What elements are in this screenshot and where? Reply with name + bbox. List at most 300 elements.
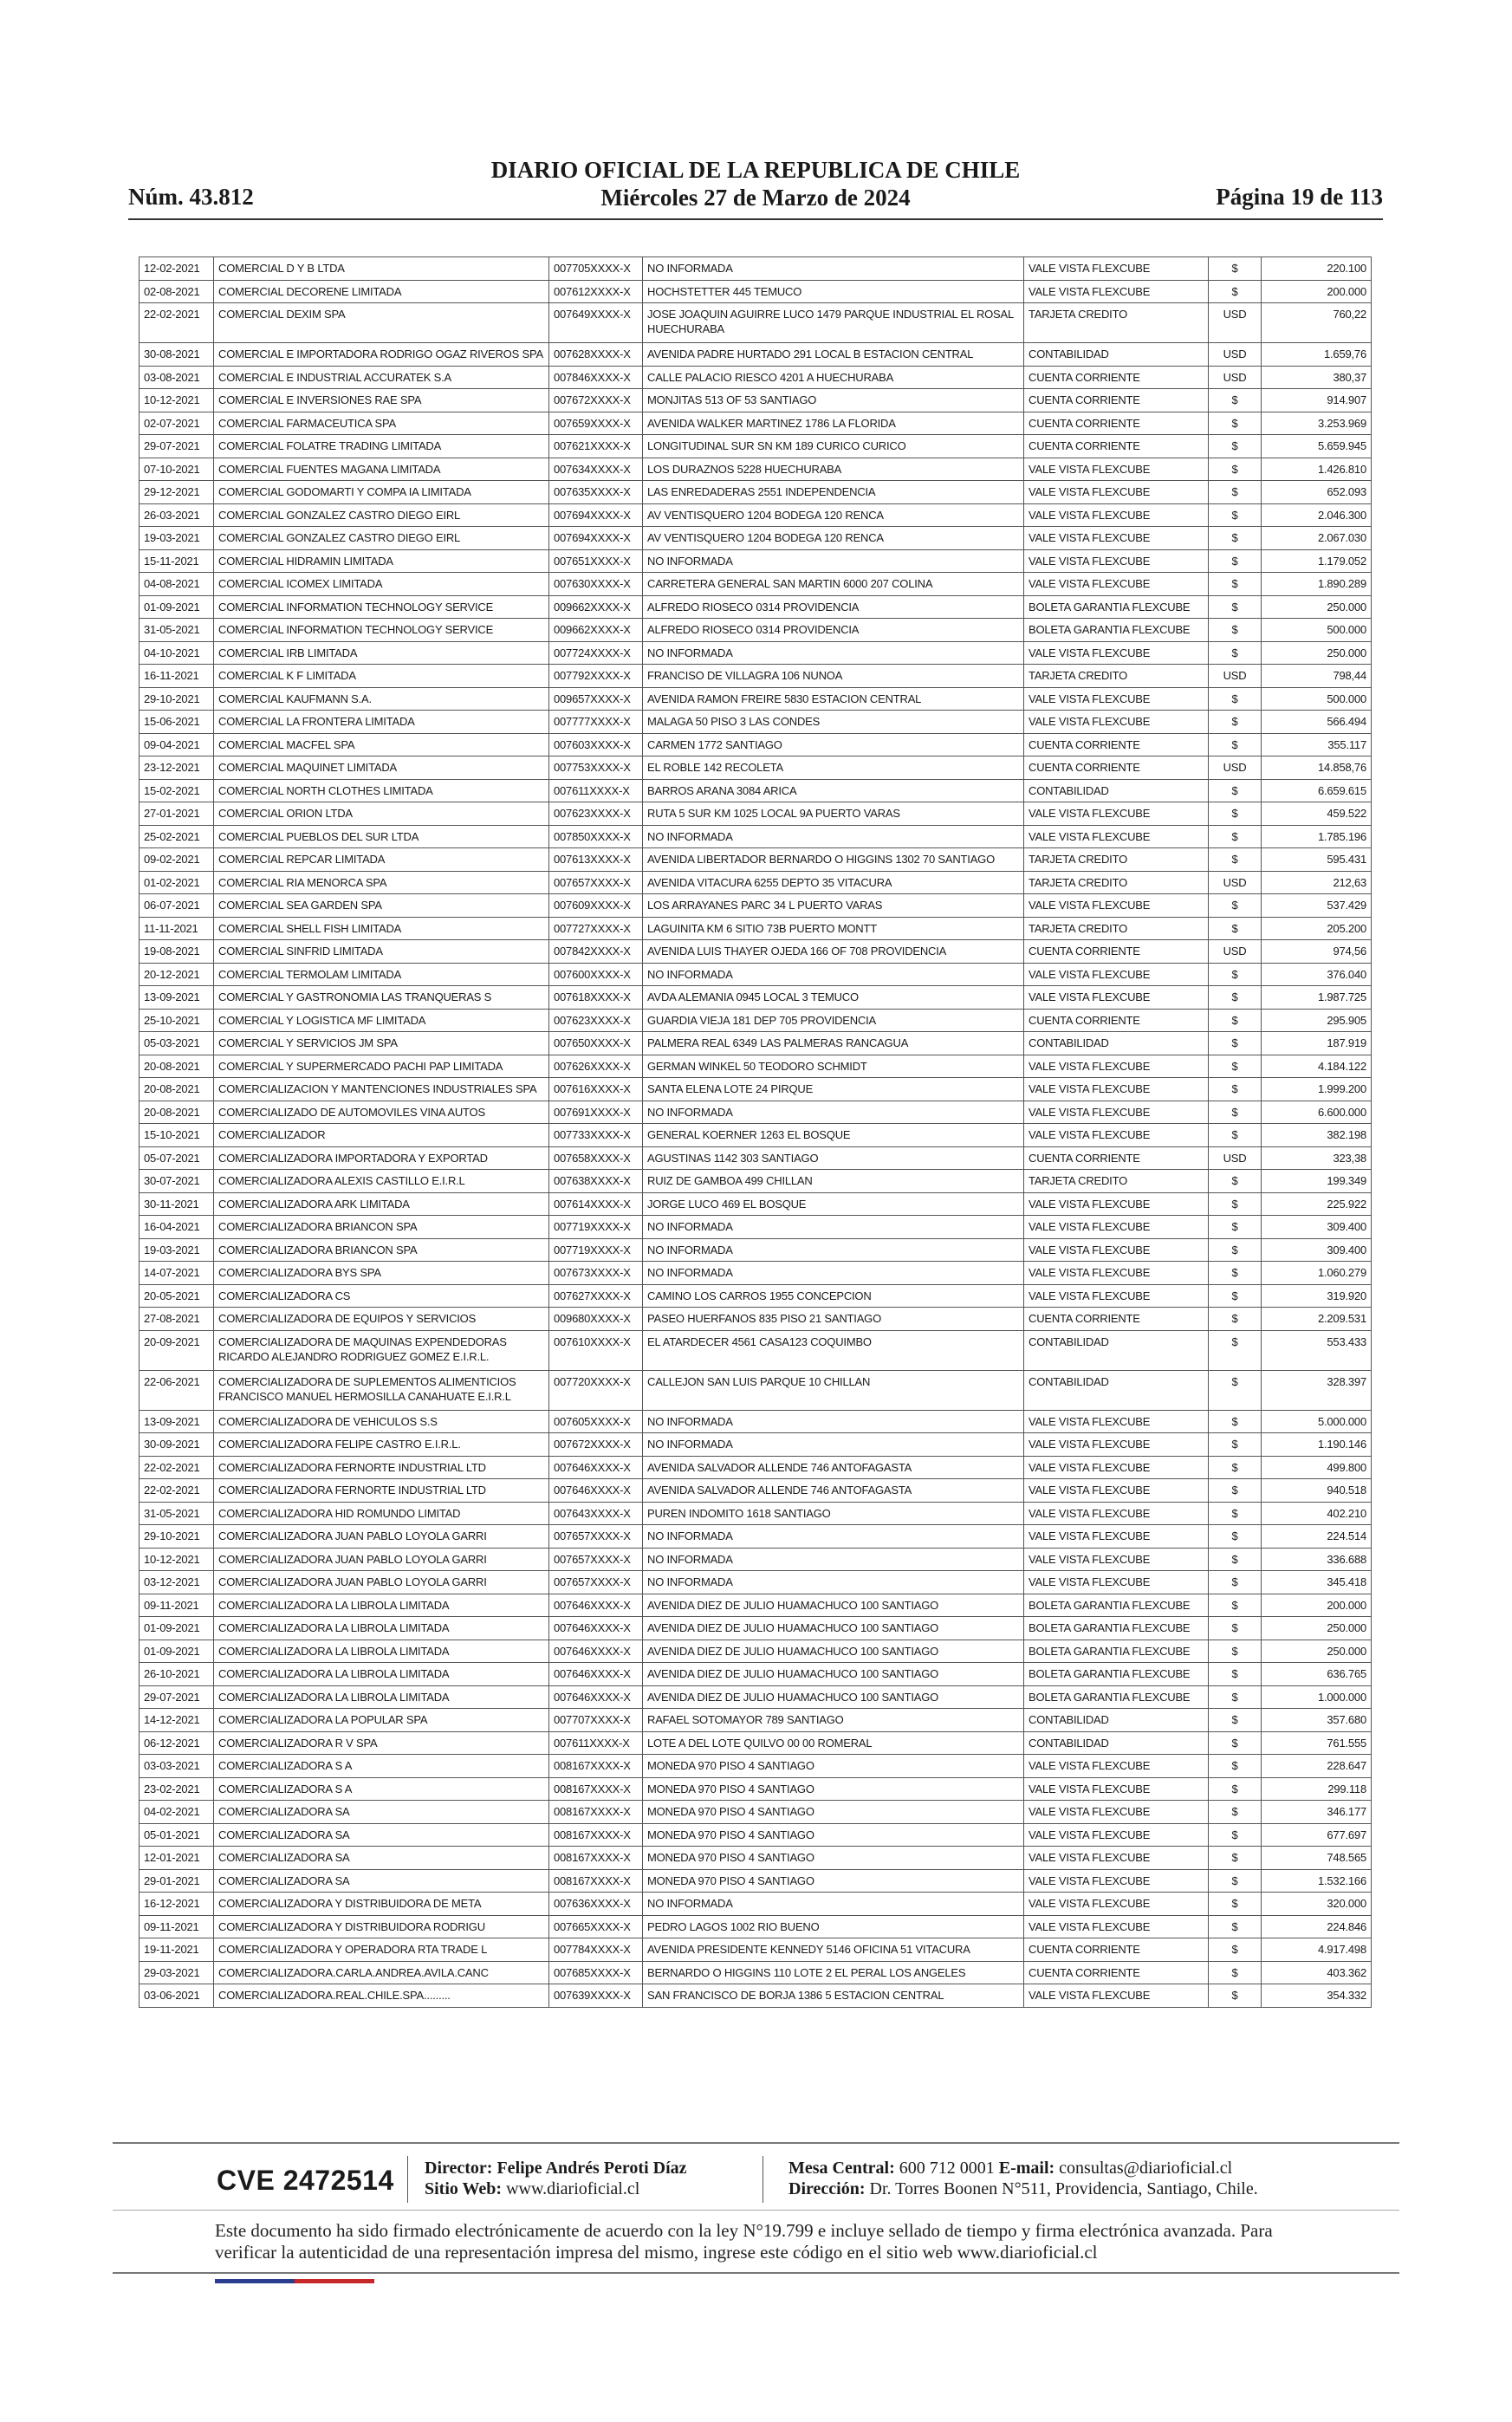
cell-amount: 5.000.000 — [1262, 1410, 1372, 1433]
cell-currency: $ — [1209, 1124, 1262, 1147]
cell-date: 20-12-2021 — [140, 963, 214, 986]
cell-amount: 2.209.531 — [1262, 1308, 1372, 1331]
cell-currency: $ — [1209, 1777, 1262, 1801]
cell-address: AVENIDA LIBERTADOR BERNARDO O HIGGINS 1302 70 SANTIAGO — [643, 848, 1024, 872]
cell-instrument: CONTABILIDAD — [1024, 1709, 1209, 1732]
cell-currency: $ — [1209, 1525, 1262, 1549]
cell-address: SANTA ELENA LOTE 24 PIRQUE — [643, 1078, 1024, 1101]
cell-name: COMERCIAL HIDRAMIN LIMITADA — [214, 549, 549, 573]
cell-currency: $ — [1209, 1101, 1262, 1124]
table-row — [140, 963, 1372, 986]
cell-name: COMERCIAL Y SERVICIOS JM SPA — [214, 1032, 549, 1055]
cell-instrument: BOLETA GARANTIA FLEXCUBE — [1024, 595, 1209, 619]
table-row — [140, 1915, 1372, 1938]
cell-name: COMERCIAL IRB LIMITADA — [214, 641, 549, 665]
cell-name: COMERCIAL Y LOGISTICA MF LIMITADA — [214, 1009, 549, 1032]
table-row — [140, 1170, 1372, 1193]
table-row — [140, 1216, 1372, 1239]
cell-rut: 007719XXXX-X — [549, 1238, 643, 1262]
cell-name: COMERCIALIZADORA DE SUPLEMENTOS ALIMENTICIOS FRANCISCO MANUEL HERMOSILLA CANAHUATE E.I.R.L — [214, 1370, 549, 1410]
table-row — [140, 1502, 1372, 1525]
cell-rut: 007612XXXX-X — [549, 280, 643, 303]
table-row — [140, 665, 1372, 688]
cell-amount: 200.000 — [1262, 1594, 1372, 1617]
cell-rut: 008167XXXX-X — [549, 1777, 643, 1801]
cell-currency: $ — [1209, 687, 1262, 711]
cell-date: 22-02-2021 — [140, 1479, 214, 1503]
cell-amount: 595.431 — [1262, 848, 1372, 872]
cell-address: EL ROBLE 142 RECOLETA — [643, 756, 1024, 780]
cell-currency: $ — [1209, 280, 1262, 303]
cell-address: PUREN INDOMITO 1618 SANTIAGO — [643, 1502, 1024, 1525]
cell-instrument: CUENTA CORRIENTE — [1024, 435, 1209, 458]
cell-address: CALLEJON SAN LUIS PARQUE 10 CHILLAN — [643, 1370, 1024, 1410]
cell-amount: 14.858,76 — [1262, 756, 1372, 780]
cell-address: AVENIDA VITACURA 6255 DEPTO 35 VITACURA — [643, 871, 1024, 894]
cell-instrument: TARJETA CREDITO — [1024, 871, 1209, 894]
cell-name: COMERCIAL E IMPORTADORA RODRIGO OGAZ RIVEROS SPA — [214, 343, 549, 367]
cell-currency: $ — [1209, 1433, 1262, 1457]
cell-rut: 007639XXXX-X — [549, 1984, 643, 2008]
cell-rut: 007657XXXX-X — [549, 1525, 643, 1549]
cell-address: LAGUINITA KM 6 SITIO 73B PUERTO MONTT — [643, 917, 1024, 940]
mesa-label: Mesa Central: — [788, 2159, 895, 2178]
cell-name: COMERCIAL NORTH CLOTHES LIMITADA — [214, 779, 549, 802]
cell-name: COMERCIALIZACION Y MANTENCIONES INDUSTRIALES SPA — [214, 1078, 549, 1101]
table-row — [140, 527, 1372, 550]
cell-date: 29-10-2021 — [140, 687, 214, 711]
cell-address: MONEDA 970 PISO 4 SANTIAGO — [643, 1801, 1024, 1824]
cell-address: RAFAEL SOTOMAYOR 789 SANTIAGO — [643, 1709, 1024, 1732]
cell-currency: $ — [1209, 1238, 1262, 1262]
cell-instrument: CUENTA CORRIENTE — [1024, 412, 1209, 435]
cell-rut: 007842XXXX-X — [549, 940, 643, 964]
cell-name: COMERCIAL SEA GARDEN SPA — [214, 894, 549, 918]
cell-address: AVDA ALEMANIA 0945 LOCAL 3 TEMUCO — [643, 986, 1024, 1010]
cell-currency: USD — [1209, 366, 1262, 389]
cell-rut: 007784XXXX-X — [549, 1938, 643, 1962]
web-link[interactable]: www.diarioficial.cl — [506, 2179, 640, 2198]
cell-rut: 007792XXXX-X — [549, 665, 643, 688]
cell-instrument: BOLETA GARANTIA FLEXCUBE — [1024, 619, 1209, 642]
table-row — [140, 1571, 1372, 1594]
cell-name: COMERCIALIZADORA ARK LIMITADA — [214, 1192, 549, 1216]
footer-divider-2 — [762, 2156, 763, 2203]
table-row — [140, 1663, 1372, 1686]
cell-date: 31-05-2021 — [140, 619, 214, 642]
cell-instrument: CUENTA CORRIENTE — [1024, 1938, 1209, 1962]
cell-date: 09-02-2021 — [140, 848, 214, 872]
cell-amount: 760,22 — [1262, 303, 1372, 343]
table-row — [140, 1078, 1372, 1101]
cell-name: COMERCIALIZADORA S A — [214, 1777, 549, 1801]
table-row — [140, 481, 1372, 504]
cell-amount: 6.659.615 — [1262, 779, 1372, 802]
cell-rut: 007627XXXX-X — [549, 1284, 643, 1308]
cell-name: COMERCIALIZADO DE AUTOMOVILES VINA AUTOS — [214, 1101, 549, 1124]
cell-rut: 007657XXXX-X — [549, 871, 643, 894]
table-row — [140, 871, 1372, 894]
cell-date: 25-02-2021 — [140, 825, 214, 848]
cell-rut: 007646XXXX-X — [549, 1663, 643, 1686]
cell-currency: $ — [1209, 1192, 1262, 1216]
table-row — [140, 1869, 1372, 1893]
cell-currency: $ — [1209, 1502, 1262, 1525]
cell-currency: $ — [1209, 257, 1262, 281]
cell-rut: 007705XXXX-X — [549, 257, 643, 281]
cell-amount: 748.565 — [1262, 1847, 1372, 1870]
cell-date: 09-11-2021 — [140, 1594, 214, 1617]
cell-rut: 007638XXXX-X — [549, 1170, 643, 1193]
cell-instrument: CUENTA CORRIENTE — [1024, 389, 1209, 412]
cell-amount: 205.200 — [1262, 917, 1372, 940]
director-label: Director: — [425, 2159, 493, 2178]
director-name: Felipe Andrés Peroti Díaz — [496, 2159, 687, 2178]
cell-instrument: VALE VISTA FLEXCUBE — [1024, 1456, 1209, 1479]
cell-instrument: VALE VISTA FLEXCUBE — [1024, 1755, 1209, 1778]
cell-amount: 499.800 — [1262, 1456, 1372, 1479]
cell-currency: $ — [1209, 1709, 1262, 1732]
cell-currency: $ — [1209, 1663, 1262, 1686]
table-row — [140, 1433, 1372, 1457]
cell-amount: 500.000 — [1262, 687, 1372, 711]
cell-currency: $ — [1209, 389, 1262, 412]
cell-currency: $ — [1209, 1456, 1262, 1479]
publication-date: Miércoles 27 de Marzo de 2024 — [600, 185, 911, 211]
cell-name: COMERCIALIZADORA IMPORTADORA Y EXPORTAD — [214, 1146, 549, 1170]
cell-currency: USD — [1209, 940, 1262, 964]
cell-currency: $ — [1209, 1731, 1262, 1755]
cell-rut: 007618XXXX-X — [549, 986, 643, 1010]
cell-date: 27-08-2021 — [140, 1308, 214, 1331]
table-row — [140, 1893, 1372, 1916]
cell-address: AVENIDA SALVADOR ALLENDE 746 ANTOFAGASTA — [643, 1479, 1024, 1503]
cell-address: NO INFORMADA — [643, 257, 1024, 281]
cell-instrument: VALE VISTA FLEXCUBE — [1024, 503, 1209, 527]
cell-amount: 1.179.052 — [1262, 549, 1372, 573]
cell-date: 26-03-2021 — [140, 503, 214, 527]
cell-name: COMERCIALIZADORA BRIANCON SPA — [214, 1238, 549, 1262]
cell-instrument: BOLETA GARANTIA FLEXCUBE — [1024, 1617, 1209, 1640]
cell-address: MONEDA 970 PISO 4 SANTIAGO — [643, 1755, 1024, 1778]
legal-notice: Este documento ha sido firmado electrónicamente de acuerdo con la ley N°19.799 e incluye sellado de tiempo y firma electrónica avanzada. Para verificar la autenticidad de una representación impresa del mismo, ingrese este código en el sitio web www.diarioficial.cl — [215, 2220, 1273, 2263]
cell-instrument: CUENTA CORRIENTE — [1024, 756, 1209, 780]
cell-instrument: VALE VISTA FLEXCUBE — [1024, 1055, 1209, 1078]
cell-currency: $ — [1209, 573, 1262, 596]
cell-date: 06-12-2021 — [140, 1731, 214, 1755]
cell-address: AVENIDA PRESIDENTE KENNEDY 5146 OFICINA 51 VITACURA — [643, 1938, 1024, 1962]
cell-address: AVENIDA LUIS THAYER OJEDA 166 OF 708 PROVIDENCIA — [643, 940, 1024, 964]
cell-instrument: VALE VISTA FLEXCUBE — [1024, 687, 1209, 711]
cell-name: COMERCIAL PUEBLOS DEL SUR LTDA — [214, 825, 549, 848]
cell-name: COMERCIAL SINFRID LIMITADA — [214, 940, 549, 964]
cell-address: NO INFORMADA — [643, 1433, 1024, 1457]
cell-rut: 007672XXXX-X — [549, 389, 643, 412]
cell-rut: 008167XXXX-X — [549, 1823, 643, 1847]
cell-instrument: VALE VISTA FLEXCUBE — [1024, 1124, 1209, 1147]
cell-amount: 187.919 — [1262, 1032, 1372, 1055]
cell-date: 01-09-2021 — [140, 595, 214, 619]
cell-name: COMERCIAL RIA MENORCA SPA — [214, 871, 549, 894]
cell-rut: 007694XXXX-X — [549, 527, 643, 550]
cell-address: AVENIDA DIEZ DE JULIO HUAMACHUCO 100 SANTIAGO — [643, 1663, 1024, 1686]
cell-date: 15-06-2021 — [140, 711, 214, 734]
cell-name: COMERCIALIZADORA JUAN PABLO LOYOLA GARRI — [214, 1571, 549, 1594]
cell-instrument: VALE VISTA FLEXCUBE — [1024, 280, 1209, 303]
cell-date: 19-08-2021 — [140, 940, 214, 964]
cell-currency: $ — [1209, 1961, 1262, 1984]
table-row — [140, 1731, 1372, 1755]
cell-rut: 007610XXXX-X — [549, 1330, 643, 1370]
cell-address: FRANCISO DE VILLAGRA 106 NUNOA — [643, 665, 1024, 688]
cell-address: MONEDA 970 PISO 4 SANTIAGO — [643, 1823, 1024, 1847]
cell-address: NO INFORMADA — [643, 1548, 1024, 1571]
cell-address: CARMEN 1772 SANTIAGO — [643, 733, 1024, 756]
cell-amount: 553.433 — [1262, 1330, 1372, 1370]
cell-rut: 007626XXXX-X — [549, 1055, 643, 1078]
table-row — [140, 1009, 1372, 1032]
cell-amount: 6.600.000 — [1262, 1101, 1372, 1124]
cell-date: 01-09-2021 — [140, 1640, 214, 1663]
cell-amount: 1.890.289 — [1262, 573, 1372, 596]
cell-amount: 295.905 — [1262, 1009, 1372, 1032]
cell-address: NO INFORMADA — [643, 963, 1024, 986]
cell-instrument: CONTABILIDAD — [1024, 1731, 1209, 1755]
cell-address: AVENIDA DIEZ DE JULIO HUAMACHUCO 100 SANTIAGO — [643, 1685, 1024, 1709]
cell-rut: 007665XXXX-X — [549, 1915, 643, 1938]
cell-amount: 328.397 — [1262, 1370, 1372, 1410]
cell-amount: 200.000 — [1262, 280, 1372, 303]
cell-name: COMERCIALIZADORA HID ROMUNDO LIMITAD — [214, 1502, 549, 1525]
cell-instrument: VALE VISTA FLEXCUBE — [1024, 963, 1209, 986]
cell-rut: 007646XXXX-X — [549, 1617, 643, 1640]
cell-instrument: VALE VISTA FLEXCUBE — [1024, 573, 1209, 596]
cell-address: MONJITAS 513 OF 53 SANTIAGO — [643, 389, 1024, 412]
cell-currency: $ — [1209, 1216, 1262, 1239]
cell-name: COMERCIALIZADORA SA — [214, 1801, 549, 1824]
cell-address: LONGITUDINAL SUR SN KM 189 CURICO CURICO — [643, 435, 1024, 458]
cell-amount: 2.046.300 — [1262, 503, 1372, 527]
cell-rut: 007634XXXX-X — [549, 458, 643, 481]
cell-date: 29-07-2021 — [140, 1685, 214, 1709]
cell-name: COMERCIALIZADORA LA LIBROLA LIMITADA — [214, 1594, 549, 1617]
cell-date: 03-08-2021 — [140, 366, 214, 389]
cell-date: 05-01-2021 — [140, 1823, 214, 1847]
cell-amount: 537.429 — [1262, 894, 1372, 918]
table-row — [140, 1961, 1372, 1984]
cell-amount: 652.093 — [1262, 481, 1372, 504]
cell-instrument: VALE VISTA FLEXCUBE — [1024, 1869, 1209, 1893]
table-row — [140, 756, 1372, 780]
cell-instrument: VALE VISTA FLEXCUBE — [1024, 1525, 1209, 1549]
page-header — [128, 156, 1383, 217]
cell-rut: 007657XXXX-X — [549, 1571, 643, 1594]
cell-currency: $ — [1209, 1984, 1262, 2008]
cell-date: 14-07-2021 — [140, 1262, 214, 1285]
table-row — [140, 1709, 1372, 1732]
cell-instrument: VALE VISTA FLEXCUBE — [1024, 257, 1209, 281]
cell-address: LAS ENREDADERAS 2551 INDEPENDENCIA — [643, 481, 1024, 504]
cell-rut: 007636XXXX-X — [549, 1893, 643, 1916]
table-row — [140, 435, 1372, 458]
cell-amount: 4.184.122 — [1262, 1055, 1372, 1078]
cell-name: COMERCIALIZADORA BYS SPA — [214, 1262, 549, 1285]
cell-date: 01-09-2021 — [140, 1617, 214, 1640]
cell-name: COMERCIAL INFORMATION TECHNOLOGY SERVICE — [214, 619, 549, 642]
cell-address: NO INFORMADA — [643, 1571, 1024, 1594]
table-row — [140, 1456, 1372, 1479]
mesa-phone: 600 712 0001 — [899, 2159, 995, 2178]
cell-currency: $ — [1209, 1847, 1262, 1870]
cell-amount: 1.532.166 — [1262, 1869, 1372, 1893]
footer-contact-block — [788, 2158, 1258, 2199]
table-row — [140, 343, 1372, 367]
cell-rut: 007603XXXX-X — [549, 733, 643, 756]
cell-currency: $ — [1209, 1410, 1262, 1433]
cell-amount: 1.190.146 — [1262, 1433, 1372, 1457]
cell-instrument: VALE VISTA FLEXCUBE — [1024, 481, 1209, 504]
cell-date: 11-11-2021 — [140, 917, 214, 940]
cell-name: COMERCIAL GODOMARTI Y COMPA IA LIMITADA — [214, 481, 549, 504]
cell-name: COMERCIAL FUENTES MAGANA LIMITADA — [214, 458, 549, 481]
cell-currency: $ — [1209, 619, 1262, 642]
cell-amount: 1.785.196 — [1262, 825, 1372, 848]
cell-address: RUTA 5 SUR KM 1025 LOCAL 9A PUERTO VARAS — [643, 802, 1024, 826]
cell-currency: $ — [1209, 481, 1262, 504]
cell-amount: 403.362 — [1262, 1961, 1372, 1984]
cell-instrument: VALE VISTA FLEXCUBE — [1024, 1502, 1209, 1525]
cell-instrument: VALE VISTA FLEXCUBE — [1024, 894, 1209, 918]
cell-name: COMERCIALIZADORA LA LIBROLA LIMITADA — [214, 1640, 549, 1663]
cell-address: EL ATARDECER 4561 CASA123 COQUIMBO — [643, 1330, 1024, 1370]
cell-instrument: TARJETA CREDITO — [1024, 303, 1209, 343]
cell-amount: 677.697 — [1262, 1823, 1372, 1847]
cell-name: COMERCIAL SHELL FISH LIMITADA — [214, 917, 549, 940]
cell-instrument: VALE VISTA FLEXCUBE — [1024, 1548, 1209, 1571]
cell-address: NO INFORMADA — [643, 1101, 1024, 1124]
cell-date: 03-06-2021 — [140, 1984, 214, 2008]
cell-name: COMERCIAL GONZALEZ CASTRO DIEGO EIRL — [214, 527, 549, 550]
cell-instrument: VALE VISTA FLEXCUBE — [1024, 1479, 1209, 1503]
cell-name: COMERCIAL Y SUPERMERCADO PACHI PAP LIMITADA — [214, 1055, 549, 1078]
cell-amount: 224.514 — [1262, 1525, 1372, 1549]
cell-instrument: BOLETA GARANTIA FLEXCUBE — [1024, 1640, 1209, 1663]
cell-date: 30-09-2021 — [140, 1433, 214, 1457]
cell-amount: 2.067.030 — [1262, 527, 1372, 550]
cell-instrument: VALE VISTA FLEXCUBE — [1024, 641, 1209, 665]
cell-name: COMERCIALIZADORA.REAL.CHILE.SPA......... — [214, 1984, 549, 2008]
cell-currency: $ — [1209, 802, 1262, 826]
cell-instrument: VALE VISTA FLEXCUBE — [1024, 1893, 1209, 1916]
table-row — [140, 1262, 1372, 1285]
cell-address: AVENIDA WALKER MARTINEZ 1786 LA FLORIDA — [643, 412, 1024, 435]
cell-rut: 007614XXXX-X — [549, 1192, 643, 1216]
table-row — [140, 1308, 1372, 1331]
table-row — [140, 1548, 1372, 1571]
cell-instrument: VALE VISTA FLEXCUBE — [1024, 1284, 1209, 1308]
cell-currency: $ — [1209, 1330, 1262, 1370]
cell-amount: 309.400 — [1262, 1238, 1372, 1262]
cell-amount: 402.210 — [1262, 1502, 1372, 1525]
cell-date: 23-02-2021 — [140, 1777, 214, 1801]
email-link[interactable]: consultas@diarioficial.cl — [1059, 2159, 1233, 2178]
cell-currency: $ — [1209, 1755, 1262, 1778]
cell-amount: 636.765 — [1262, 1663, 1372, 1686]
cell-rut: 009657XXXX-X — [549, 687, 643, 711]
cell-amount: 309.400 — [1262, 1216, 1372, 1239]
cell-instrument: VALE VISTA FLEXCUBE — [1024, 802, 1209, 826]
registry-table — [139, 256, 1372, 2008]
cell-currency: $ — [1209, 1308, 1262, 1331]
table-row — [140, 802, 1372, 826]
cell-currency: $ — [1209, 711, 1262, 734]
cell-date: 29-12-2021 — [140, 481, 214, 504]
cell-instrument: BOLETA GARANTIA FLEXCUBE — [1024, 1594, 1209, 1617]
cell-date: 16-11-2021 — [140, 665, 214, 688]
cell-name: COMERCIALIZADORA CS — [214, 1284, 549, 1308]
cell-name: COMERCIAL INFORMATION TECHNOLOGY SERVICE — [214, 595, 549, 619]
table-row — [140, 1594, 1372, 1617]
cell-currency: $ — [1209, 1032, 1262, 1055]
cell-rut: 008167XXXX-X — [549, 1847, 643, 1870]
cell-currency: $ — [1209, 1869, 1262, 1893]
cell-name: COMERCIALIZADORA Y DISTRIBUIDORA DE META — [214, 1893, 549, 1916]
footer-rule-mid — [113, 2210, 1399, 2211]
cell-address: AVENIDA DIEZ DE JULIO HUAMACHUCO 100 SANTIAGO — [643, 1640, 1024, 1663]
cell-rut: 009662XXXX-X — [549, 619, 643, 642]
cell-rut: 007777XXXX-X — [549, 711, 643, 734]
cell-amount: 5.659.945 — [1262, 435, 1372, 458]
cell-rut: 007646XXXX-X — [549, 1640, 643, 1663]
cell-rut: 007658XXXX-X — [549, 1146, 643, 1170]
publication-title: DIARIO OFICIAL DE LA REPUBLICA DE CHILE — [490, 157, 1021, 183]
cell-amount: 566.494 — [1262, 711, 1372, 734]
cell-amount: 199.349 — [1262, 1170, 1372, 1193]
cell-address: PEDRO LAGOS 1002 RIO BUENO — [643, 1915, 1024, 1938]
table-row — [140, 303, 1372, 343]
cell-instrument: VALE VISTA FLEXCUBE — [1024, 1078, 1209, 1101]
cell-date: 29-03-2021 — [140, 1961, 214, 1984]
cell-rut: 007646XXXX-X — [549, 1685, 643, 1709]
cell-address: MALAGA 50 PISO 3 LAS CONDES — [643, 711, 1024, 734]
cell-rut: 009662XXXX-X — [549, 595, 643, 619]
cell-amount: 1.000.000 — [1262, 1685, 1372, 1709]
table-row — [140, 366, 1372, 389]
cell-name: COMERCIAL ICOMEX LIMITADA — [214, 573, 549, 596]
cell-name: COMERCIALIZADORA FELIPE CASTRO E.I.R.L. — [214, 1433, 549, 1457]
cell-address: NO INFORMADA — [643, 1410, 1024, 1433]
cell-rut: 007650XXXX-X — [549, 1032, 643, 1055]
cell-currency: $ — [1209, 848, 1262, 872]
cell-rut: 007605XXXX-X — [549, 1410, 643, 1433]
cell-instrument: CUENTA CORRIENTE — [1024, 1146, 1209, 1170]
cell-name: COMERCIALIZADORA FERNORTE INDUSTRIAL LTD — [214, 1456, 549, 1479]
cell-name: COMERCIAL DEXIM SPA — [214, 303, 549, 343]
cell-address: MONEDA 970 PISO 4 SANTIAGO — [643, 1777, 1024, 1801]
cell-instrument: CUENTA CORRIENTE — [1024, 366, 1209, 389]
cell-currency: $ — [1209, 1571, 1262, 1594]
table-row — [140, 257, 1372, 281]
cell-rut: 007611XXXX-X — [549, 779, 643, 802]
table-row — [140, 1410, 1372, 1433]
cell-address: CAMINO LOS CARROS 1955 CONCEPCION — [643, 1284, 1024, 1308]
cell-amount: 3.253.969 — [1262, 412, 1372, 435]
cell-rut: 007643XXXX-X — [549, 1502, 643, 1525]
cell-instrument: VALE VISTA FLEXCUBE — [1024, 1216, 1209, 1239]
cell-currency: $ — [1209, 733, 1262, 756]
cell-amount: 250.000 — [1262, 1617, 1372, 1640]
cell-address: PALMERA REAL 6349 LAS PALMERAS RANCAGUA — [643, 1032, 1024, 1055]
